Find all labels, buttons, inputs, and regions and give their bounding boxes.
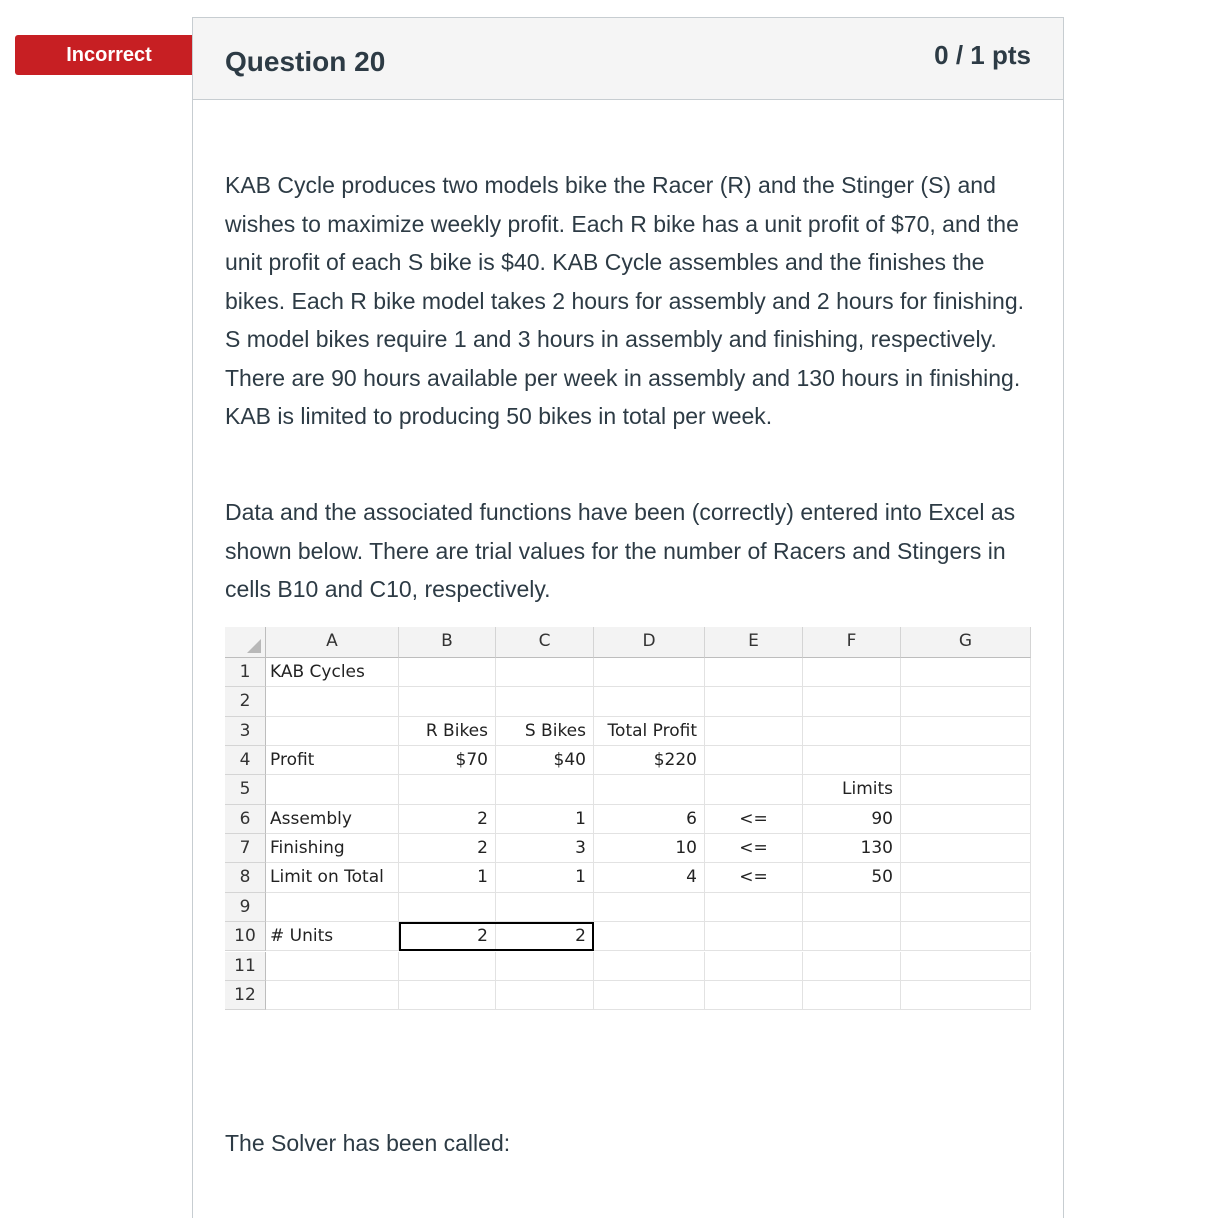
cell-c1[interactable]	[496, 658, 594, 687]
cell-a11[interactable]	[266, 952, 399, 981]
cell-c10[interactable]: 2	[496, 922, 594, 951]
cell-e4[interactable]	[705, 746, 803, 775]
row-header-11: 11	[225, 952, 266, 981]
cell-d3[interactable]: Total Profit	[594, 717, 705, 746]
cell-c5[interactable]	[496, 775, 594, 804]
cell-e8[interactable]: <=	[705, 863, 803, 892]
cell-f9[interactable]	[803, 893, 901, 922]
cell-a3[interactable]	[266, 717, 399, 746]
cell-a9[interactable]	[266, 893, 399, 922]
cell-f7[interactable]: 130	[803, 834, 901, 863]
cell-f10[interactable]	[803, 922, 901, 951]
cell-b4[interactable]: $70	[399, 746, 496, 775]
cell-f4[interactable]	[803, 746, 901, 775]
cell-b8[interactable]: 1	[399, 863, 496, 892]
cell-e12[interactable]	[705, 981, 803, 1010]
select-all-icon	[247, 639, 261, 653]
cell-e9[interactable]	[705, 893, 803, 922]
cell-g6[interactable]	[901, 805, 1031, 834]
cell-a1[interactable]: KAB Cycles	[266, 658, 399, 687]
cell-c9[interactable]	[496, 893, 594, 922]
cell-a7[interactable]: Finishing	[266, 834, 399, 863]
row-header-8: 8	[225, 863, 266, 892]
cell-c8[interactable]: 1	[496, 863, 594, 892]
column-header-c: C	[496, 627, 594, 658]
cell-d7[interactable]: 10	[594, 834, 705, 863]
column-header-g: G	[901, 627, 1031, 658]
row-header-7: 7	[225, 834, 266, 863]
cell-g5[interactable]	[901, 775, 1031, 804]
cell-e1[interactable]	[705, 658, 803, 687]
column-header-b: B	[399, 627, 496, 658]
cell-c3[interactable]: S Bikes	[496, 717, 594, 746]
cell-g2[interactable]	[901, 687, 1031, 716]
cell-b12[interactable]	[399, 981, 496, 1010]
cell-g10[interactable]	[901, 922, 1031, 951]
cell-c7[interactable]: 3	[496, 834, 594, 863]
cell-e5[interactable]	[705, 775, 803, 804]
row-header-5: 5	[225, 775, 266, 804]
problem-paragraph-1: KAB Cycle produces two models bike the Racer (R) and the Stinger (S) and wishes to maximize weekly profit. Each R bike has a unit profit of $70, and the unit profit of each S bike is $40. KAB Cycle assembles and the finishes the bikes. Each R bike model takes 2 hours for assembly and 2 hours for finishing. S model bikes require 1 and 3 hours in assembly and finishing, respectively. There are 90 hours available per week in assembly and 130 hours in finishing. KAB is limited to producing 50 bikes in total per week.	[225, 172, 1025, 429]
row-header-12: 12	[225, 981, 266, 1010]
row-header-3: 3	[225, 717, 266, 746]
cell-d6[interactable]: 6	[594, 805, 705, 834]
question-points: 0 / 1 pts	[934, 40, 1031, 70]
cell-a12[interactable]	[266, 981, 399, 1010]
cell-d4[interactable]: $220	[594, 746, 705, 775]
cell-c6[interactable]: 1	[496, 805, 594, 834]
problem-paragraph-2: Data and the associated functions have been (correctly) entered into Excel as shown below. There are trial values for the number of Racers and Stingers in cells B10 and C10, respectively.	[225, 499, 1016, 602]
cell-d1[interactable]	[594, 658, 705, 687]
cell-a2[interactable]	[266, 687, 399, 716]
cell-g7[interactable]	[901, 834, 1031, 863]
cell-a10[interactable]: # Units	[266, 922, 399, 951]
row-header-1: 1	[225, 658, 266, 687]
cell-a5[interactable]	[266, 775, 399, 804]
column-header-a: A	[266, 627, 399, 658]
cell-f2[interactable]	[803, 687, 901, 716]
cell-e10[interactable]	[705, 922, 803, 951]
column-header-e: E	[705, 627, 803, 658]
row-header-10: 10	[225, 922, 266, 951]
cell-d5[interactable]	[594, 775, 705, 804]
cell-b3[interactable]: R Bikes	[399, 717, 496, 746]
badge-label: Incorrect	[66, 44, 152, 66]
cell-g1[interactable]	[901, 658, 1031, 687]
cell-a4[interactable]: Profit	[266, 746, 399, 775]
cell-d8[interactable]: 4	[594, 863, 705, 892]
cell-b9[interactable]	[399, 893, 496, 922]
cell-d12[interactable]	[594, 981, 705, 1010]
question-title: Question 20	[225, 46, 386, 77]
question-header	[193, 18, 1063, 100]
cell-f1[interactable]	[803, 658, 901, 687]
cell-g11[interactable]	[901, 952, 1031, 981]
cell-d11[interactable]	[594, 952, 705, 981]
spreadsheet-image	[225, 627, 1031, 1012]
row-header-6: 6	[225, 805, 266, 834]
cell-g3[interactable]	[901, 717, 1031, 746]
cell-b1[interactable]	[399, 658, 496, 687]
cell-f8[interactable]: 50	[803, 863, 901, 892]
sheet-corner	[225, 627, 266, 658]
cell-e11[interactable]	[705, 952, 803, 981]
cell-a8[interactable]: Limit on Total	[266, 863, 399, 892]
cell-e6[interactable]: <=	[705, 805, 803, 834]
cell-e2[interactable]	[705, 687, 803, 716]
column-header-f: F	[803, 627, 901, 658]
cell-g9[interactable]	[901, 893, 1031, 922]
incorrect-badge	[15, 35, 203, 75]
cell-f12[interactable]	[803, 981, 901, 1010]
cell-e7[interactable]: <=	[705, 834, 803, 863]
row-header-2: 2	[225, 687, 266, 716]
cell-b11[interactable]	[399, 952, 496, 981]
cell-d10[interactable]	[594, 922, 705, 951]
row-header-4: 4	[225, 746, 266, 775]
cell-f6[interactable]: 90	[803, 805, 901, 834]
selected-range-b10-c10	[399, 922, 594, 951]
cell-d9[interactable]	[594, 893, 705, 922]
cell-f11[interactable]	[803, 952, 901, 981]
cell-b6[interactable]: 2	[399, 805, 496, 834]
cell-b10[interactable]: 2	[399, 922, 496, 951]
cell-f3[interactable]	[803, 717, 901, 746]
cell-b7[interactable]: 2	[399, 834, 496, 863]
cell-c11[interactable]	[496, 952, 594, 981]
cell-f5[interactable]: Limits	[803, 775, 901, 804]
column-header-d: D	[594, 627, 705, 658]
cell-d2[interactable]	[594, 687, 705, 716]
cell-b5[interactable]	[399, 775, 496, 804]
cell-c4[interactable]: $40	[496, 746, 594, 775]
row-header-9: 9	[225, 893, 266, 922]
cell-c12[interactable]	[496, 981, 594, 1010]
cell-e3[interactable]	[705, 717, 803, 746]
cell-g4[interactable]	[901, 746, 1031, 775]
solver-text: The Solver has been called:	[225, 1130, 511, 1156]
cell-b2[interactable]	[399, 687, 496, 716]
cell-g12[interactable]	[901, 981, 1031, 1010]
cell-g8[interactable]	[901, 863, 1031, 892]
cell-c2[interactable]	[496, 687, 594, 716]
cell-a6[interactable]: Assembly	[266, 805, 399, 834]
